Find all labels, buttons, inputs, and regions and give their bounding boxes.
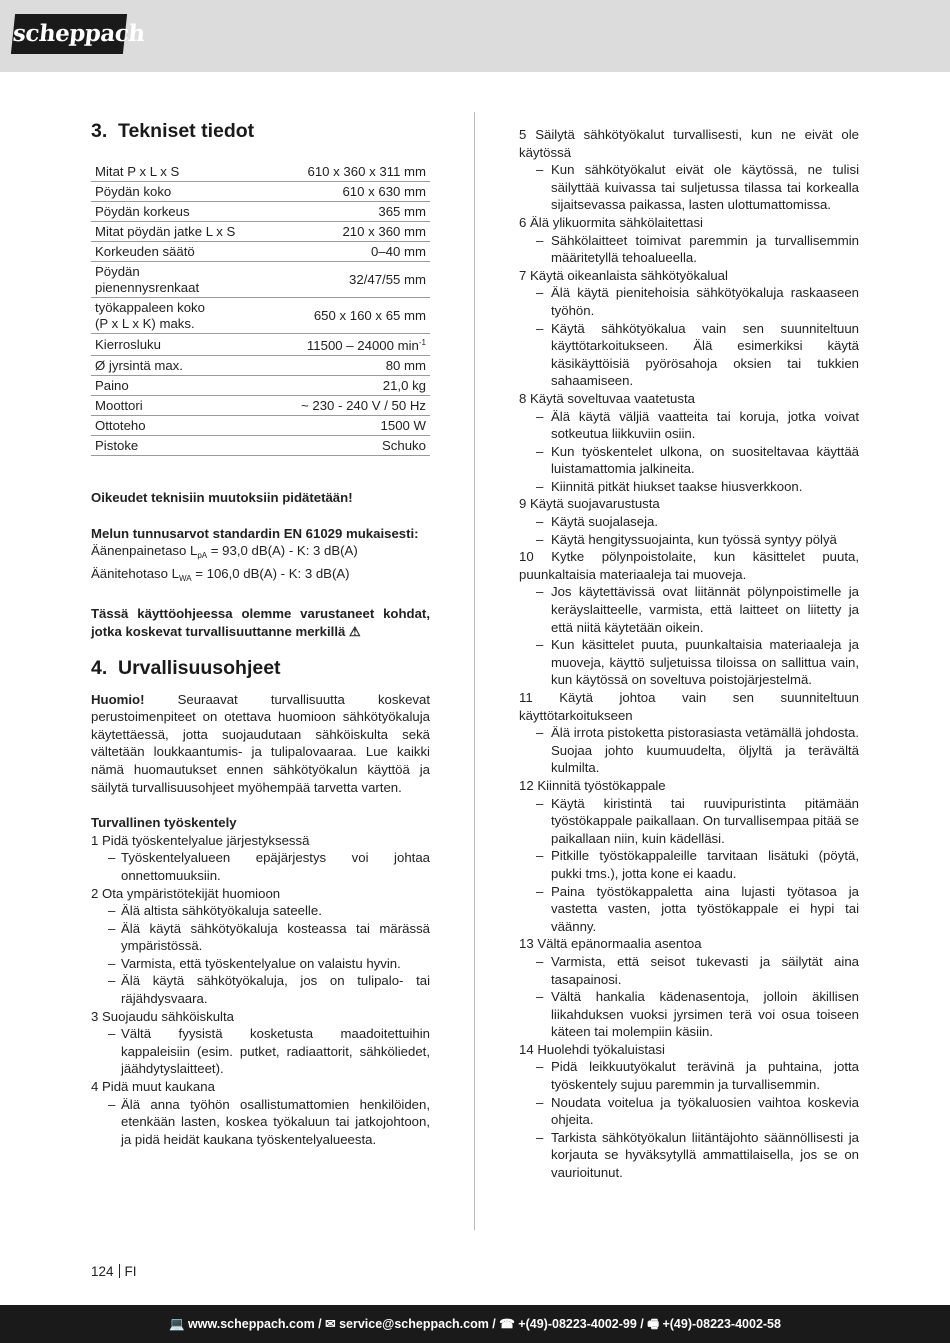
safety-subitem: – Kun sähkötyökalut eivät ole käytössä, ne tulisi säilyttää kuivassa tai suljetussa tilassa tai korkealla sijaitsevassa paikassa, lasten ulottumattomissa. <box>536 162 859 213</box>
spec-label: Pistoke <box>91 436 270 456</box>
spec-label: Ø jyrsintä max. <box>91 356 270 376</box>
spec-value: 21,0 kg <box>270 376 430 396</box>
safety-subitem: – Älä käytä sähkötyökaluja kosteassa tai märässä ympäristössä. <box>108 920 430 954</box>
safety-subitem: – Älä altista sähkötyökaluja sateelle. <box>108 903 322 919</box>
safety-item-heading: 3 Suojaudu sähköiskulta <box>91 1008 234 1024</box>
safety-subitem: – Kun käsittelet puuta, puunkaltaisia materiaaleja ja muoveja, käyttö suljetuissa tiloissa on sallittua vain, kun käytössä on soveltuva poistojärjestelmä. <box>536 637 859 688</box>
spec-value: 1500 W <box>270 416 430 436</box>
contact-bar <box>0 1305 950 1343</box>
safety-item-heading: 7 Käytä oikeanlaista sähkötyökalual <box>519 267 728 283</box>
safety-subitem: – Paina työstökappaletta aina lujasti työtasoa ja vastetta vasten, jotta työstökappale ei hypi tai väänny. <box>536 883 859 934</box>
spec-value: 210 x 360 mm <box>270 222 430 242</box>
spec-value: ~ 230 - 240 V / 50 Hz <box>270 396 430 416</box>
spec-label: Paino <box>91 376 270 396</box>
safety-item <box>519 935 859 1041</box>
safety-subitem: – Pitkille työstökappaleille tarvitaan lisätuki (pöytä, pukki tms.), jotta kone ei kaadu. <box>536 848 859 881</box>
safety-subitem: – Älä käytä väljiä vaatteita tai koruja, jotka voivat sotkeutua liikkuviin osiin. <box>536 408 859 442</box>
safety-intro: Huomio! Seuraavat turvallisuutta koskevat perustoimenpiteet on otettava huomioon sähkötyökaluja käytettäessä, jotta suojaudutaan sähköiskulta sekä vältetään loukkaantumis- ja tulipalovaaraa. Lue kaikki nämä huomautukset ennen sähkötyökalun käyttöä ja säilytä turvallisuusohjeet myöhempää tarvetta varten. <box>91 691 430 795</box>
safety-item <box>91 885 430 1008</box>
safety-item <box>519 1041 859 1182</box>
page-number: 124 <box>91 1264 114 1279</box>
safety-subitem: – Käytä sähkötyökalua vain sen suunniteltuun käyttötarkoitukseen. Älä esimerkiksi käytä käsikäyttöisiä pyörösahoja oksien tai tukkien sahaamiseen. <box>536 320 859 389</box>
noise-title: Melun tunnusarvot standardin EN 61029 mukaisesti: <box>91 525 419 541</box>
safety-item <box>519 548 859 689</box>
spec-row <box>91 376 430 396</box>
safety-subitem: – Käytä kiristintä tai ruuvipuristinta pitämään työstökappale paikallaan. On turvallisempaa pitää se paikallaan niin, kuin kädelläsi. <box>536 795 859 846</box>
safety-item <box>519 126 859 214</box>
spec-label: Ottoteho <box>91 416 270 436</box>
language-code: FI <box>124 1264 137 1279</box>
safety-item-heading: 1 Pidä työskentelyalue järjestyksessä <box>91 832 310 848</box>
safety-subitem: – Varmista, että työskentelyalue on valaistu hyvin. <box>108 955 401 971</box>
spec-value: 0–40 mm <box>270 242 430 262</box>
safety-item-heading: 12 Kiinnitä työstökappale <box>519 777 666 793</box>
safety-item <box>91 832 430 885</box>
safety-item-heading: 8 Käytä soveltuvaa vaatetusta <box>519 390 695 406</box>
safety-subitem: – Vältä hankalia kädenasentoja, jolloin äkillisen liikahduksen vuoksi jyrsimen terä voi osua toiseen käteen tai molempiin käsiin. <box>536 989 859 1040</box>
safety-subitem: – Käytä suojalaseja. <box>536 514 659 530</box>
header-bar <box>0 0 950 72</box>
safety-item <box>91 1008 430 1078</box>
spec-row <box>91 222 430 242</box>
safety-item <box>519 777 859 935</box>
spec-row <box>91 182 430 202</box>
rights-note: Oikeudet teknisiin muutoksiin pidätetään! <box>91 490 353 505</box>
spec-row <box>91 162 430 182</box>
spec-value: Schuko <box>270 436 430 456</box>
spec-row <box>91 242 430 262</box>
safety-item <box>519 390 859 496</box>
safety-item-heading: 11 Käytä johtoa vain sen suunniteltuun käyttötarkoitukseen <box>519 690 859 723</box>
safety-item <box>519 689 859 777</box>
spec-label: työkappaleen koko (P x L x K) maks. <box>91 298 270 334</box>
spec-value: 32/47/55 mm <box>270 262 430 298</box>
section-4-heading: 4. Urvallisuusohjeet <box>91 656 281 679</box>
safety-item <box>519 495 859 548</box>
spec-label: Kierrosluku <box>91 334 270 356</box>
spec-row <box>91 396 430 416</box>
safety-item <box>519 267 859 390</box>
contact-line: 💻 www.scheppach.com / ✉ service@scheppach.com / ☎ +(49)-08223-4002-99 / 🖷 +(49)-08223-4002-58 <box>169 1317 781 1331</box>
noise-pressure: Äänenpainetaso $L_{pA} = 93,0$ dB(A) - K: 3 dB(A) <box>91 543 358 561</box>
safety-list-right <box>519 126 859 1182</box>
spec-label: Pöydän korkeus <box>91 202 270 222</box>
safety-subitem: – Käytä hengityssuojainta, kun työssä syntyy pölyä <box>536 531 837 547</box>
page-footer <box>91 1264 137 1279</box>
spec-label: Mitat pöydän jatke L x S <box>91 222 270 242</box>
spec-row <box>91 356 430 376</box>
safety-item <box>91 1078 430 1148</box>
left-column <box>91 116 430 1148</box>
safety-item-heading: 9 Käytä suojavarustusta <box>519 496 660 512</box>
spec-label: Mitat P x L x S <box>91 162 270 182</box>
spec-value: 650 x 160 x 65 mm <box>270 298 430 334</box>
spec-value: 80 mm <box>270 356 430 376</box>
spec-row <box>91 202 430 222</box>
spec-label: Pöydän koko <box>91 182 270 202</box>
safety-list-left <box>91 832 430 1149</box>
safety-subitem: – Älä käytä pienitehoisia sähkötyökaluja raskaaseen työhön. <box>536 285 859 318</box>
spec-value: 610 x 630 mm <box>270 182 430 202</box>
safety-subitem: – Kun työskentelet ulkona, on suositeltavaa käyttää luistamattomia jalkineita. <box>536 443 859 477</box>
spec-row <box>91 262 430 298</box>
spec-value: 610 x 360 x 311 mm <box>270 162 430 182</box>
safety-subitem: – Tarkista sähkötyökalun liitäntäjohto säännöllisesti ja korjauta se hyväksytyllä ammattilaisella, jos se on vaurioitunut. <box>536 1129 859 1181</box>
spec-row <box>91 436 430 456</box>
spec-row <box>91 416 430 436</box>
column-divider <box>474 112 475 1230</box>
safety-subitem: – Älä anna työhön osallistumattomien henkilöiden, etenkään lasten, koskea työkaluun tai jatkojohtoon, ja pidä heidät kaukana työskentelyalueesta. <box>108 1096 430 1147</box>
safety-item-heading: 13 Vältä epänormaalia asentoa <box>519 936 702 952</box>
spec-value: 11500 – 24000 $\min^{-1}$ <box>270 334 430 356</box>
safety-subitem: – Älä käytä sähkötyökaluja, jos on tulipalo- tai räjähdysvaara. <box>108 973 430 1007</box>
noise-power: Äänitehotaso $L_{WA} = 106,0$ dB(A) - K: 3 dB(A) <box>91 565 350 583</box>
safety-subitem: – Vältä fyysistä kosketusta maadoitettuihin kappaleisiin (esim. putket, radiaattorit, sähköliedet, jäähdytyslaitteet). <box>108 1026 430 1077</box>
spec-row <box>91 298 430 334</box>
safety-subitem: – Varmista, että seisot tukevasti ja säilytät aina tasapainosi. <box>536 953 859 987</box>
safety-subitem: – Kiinnitä pitkät hiukset taakse hiusverkkoon. <box>536 478 803 494</box>
spec-table <box>91 162 430 456</box>
safety-subitem: – Jos käytettävissä ovat liitännät pölynpoistimelle ja keräyslaitteelle, varmista, että laitteet on liitetty ja että niitä käytetään oikein. <box>536 584 859 635</box>
safety-item-heading: 10 Kytke pölynpoistolaite, kun käsittelet puuta, puunkaltaisia materiaaleja tai muoveja. <box>519 549 859 582</box>
spec-label: Moottori <box>91 396 270 416</box>
brand-logo: scheppach <box>11 14 127 54</box>
spec-label: Korkeuden säätö <box>91 242 270 262</box>
safety-subitem: – Älä irrota pistoketta pistorasiasta vetämällä johdosta. Suojaa johto kuumuudelta, öljyltä ja terävältä kulmilta. <box>536 725 859 776</box>
spec-label: Pöydän pienennysrenkaat <box>91 262 270 298</box>
safe-work-title: Turvallinen työskentely <box>91 815 237 831</box>
safety-subitem: – Työskentelyalueen epäjärjestys voi johtaa onnettomuuksiin. <box>108 850 430 883</box>
safety-subitem: – Sähkölaitteet toimivat paremmin ja turvallisemmin määritetyllä tehoalueella. <box>536 232 859 266</box>
spec-row <box>91 334 430 356</box>
safety-item-heading: 14 Huolehdi työkaluistasi <box>519 1041 665 1057</box>
safety-item <box>519 214 859 267</box>
safety-item-heading: 5 Säilytä sähkötyökalut turvallisesti, kun ne eivät ole käytössä <box>519 127 859 160</box>
safety-item-heading: 2 Ota ympäristötekijät huomioon <box>91 885 281 901</box>
safety-subitem: – Pidä leikkuutyökalut terävinä ja puhtaina, jotta työskentely sujuu paremmin ja turvallisemmin. <box>536 1059 859 1093</box>
warning-symbol-note: Tässä käyttöohjeessa olemme varustaneet kohdat, jotka koskevat turvallisuuttanne merkillä ⚠ <box>91 606 430 639</box>
safety-subitem: – Noudata voitelua ja työkaluosien vaihtoa koskevia ohjeita. <box>536 1094 859 1128</box>
section-3-heading: 3. Tekniset tiedot <box>91 120 255 142</box>
safety-item-heading: 6 Älä ylikuormita sähkölaitettasi <box>519 214 703 230</box>
spec-value: 365 mm <box>270 202 430 222</box>
safety-item-heading: 4 Pidä muut kaukana <box>91 1079 215 1095</box>
